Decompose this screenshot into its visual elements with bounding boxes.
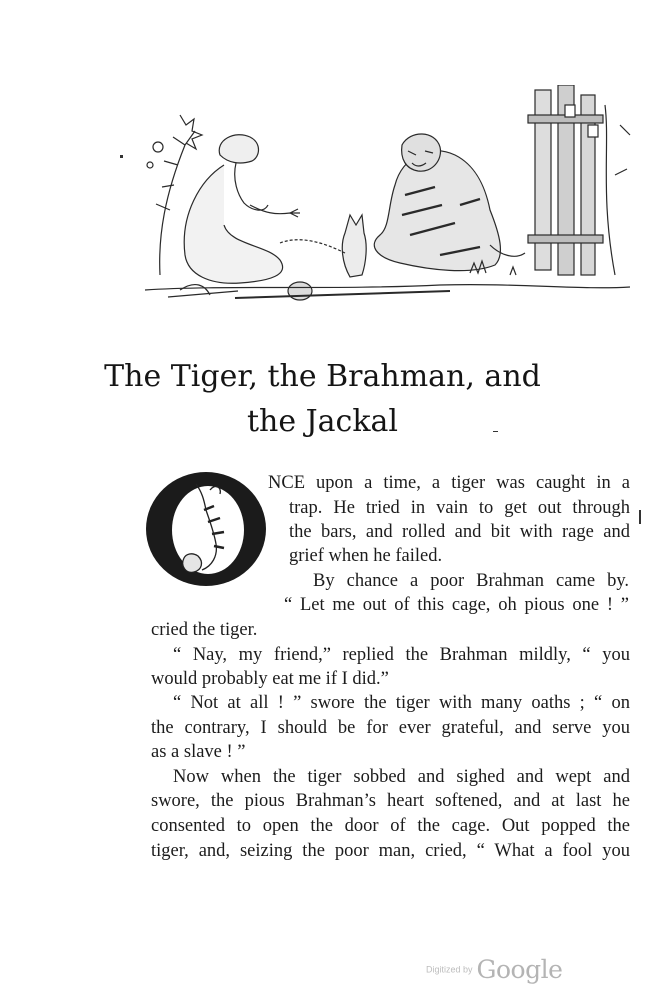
- story-line: grief when he failed.: [289, 546, 443, 566]
- story-line: Now when the tiger sobbed and sighed and wept and: [173, 767, 630, 787]
- story-line: tiger, and, seizing the poor man, cried, “ What a fool you: [151, 841, 630, 861]
- google-logo: Google: [476, 955, 563, 984]
- story-line: cried the tiger.: [151, 620, 258, 640]
- story-line: the contrary, I should be for ever grateful, and serve you: [151, 718, 630, 738]
- story-line: “ Not at all ! ” swore the tiger with many oaths ; “ on: [173, 693, 630, 713]
- digitized-by-label: Digitized by: [426, 964, 473, 975]
- ink-speck: [493, 431, 498, 432]
- chapter-title-line-1: The Tiger, the Brahman, and: [104, 359, 541, 394]
- story-line: swore, the pious Brahman’s heart softened, and at last he: [151, 791, 630, 811]
- ornamental-O-with-tiger: [144, 470, 268, 588]
- ink-speck: [639, 510, 641, 524]
- story-line: the bars, and rolled and bit with rage and: [289, 522, 630, 542]
- tiger-brahman-jackal-illustration: [140, 85, 635, 310]
- digitized-by-google-watermark: [426, 955, 562, 984]
- ink-speck: [120, 155, 123, 158]
- story-line: as a slave ! ”: [151, 742, 246, 762]
- story-line: NCE upon a time, a tiger was caught in a: [268, 473, 630, 493]
- story-line: “ Nay, my friend,” replied the Brahman mildly, “ you: [173, 645, 630, 665]
- chapter-title-line-2: the Jackal: [246, 404, 399, 439]
- story-line: By chance a poor Brahman came by.: [313, 571, 629, 591]
- story-line: would probably eat me if I did.”: [151, 669, 389, 689]
- story-line: trap. He tried in vain to get out through: [289, 498, 630, 518]
- story-line: consented to open the door of the cage. Out popped the: [151, 816, 630, 836]
- story-line: “ Let me out of this cage, oh pious one ! ”: [284, 595, 629, 615]
